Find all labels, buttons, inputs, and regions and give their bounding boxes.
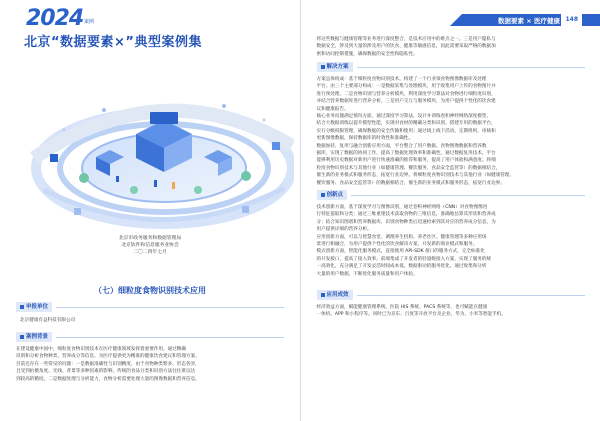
person-figure xyxy=(172,182,175,189)
book-title: 北京“数据要素×”典型案例集 xyxy=(24,35,202,50)
year-tag: 案例 xyxy=(84,19,95,25)
intro-paragraph: 将这些数据与健康管理等业务进行深度整合，是技术应用中的难点之一。三是用户隐私与 数据安全，涉及到大量的涉及用户的饮食、健康等敏感信息，因此需要采取严格的数据加 密和访问控制措施，确保数据的安全性和隐私性。 xyxy=(316,37,496,57)
person-figure xyxy=(116,176,119,182)
report-year: 2024 xyxy=(26,6,84,31)
data-cube xyxy=(272,142,280,150)
square-bullet-icon xyxy=(20,305,24,309)
page-number: 148 xyxy=(561,14,582,26)
square-bullet-icon xyxy=(321,293,325,297)
divider xyxy=(351,195,585,196)
right-page xyxy=(300,0,600,421)
innovation-label: 创新点 xyxy=(317,190,348,200)
central-screen xyxy=(150,112,178,124)
isometric-data-city-illustration xyxy=(14,50,294,240)
header-title: 数据要素 × 医疗健康 xyxy=(498,17,560,25)
unit-value: 北京健康有益科技有限公司 xyxy=(20,318,76,323)
square-bullet-icon xyxy=(321,65,325,69)
tree xyxy=(79,173,89,183)
effect-paragraph: 经济效益方面，赋能健康管理系统、医院 HIS 系统、PACS 系统等，也可赋能在健康 一体机、APP 和小程序等。同时已为京东、百度等开放平台及企业、华为、小米等智能手机。 xyxy=(316,305,506,318)
divider xyxy=(357,67,585,68)
divider xyxy=(56,307,284,308)
background-paragraph: 在建设健康中国中，细粒度食物识别技术在医疗健康领域发挥着重要作用，通过精确 识别和分析食物种类、营养成分等信息，为医疗提供更为精准的健康饮食建议和管理方案。 目前还存在一些常见的问题：一是数据准确性与识别精度，由于食物种类繁多、形态各异， 且受到拍摄角度、光线、背景等多种因素的影响，传统的食品分类和识别方法往往难以达 到较高的精度。二是数据处理与分析能力，食物分析需要处理大量的图像数据和营养信息。 xyxy=(16,347,200,382)
data-cube xyxy=(74,208,81,215)
solution-paragraph: 方案总体构成：基于细粒度食物识别技术，构建了一个行业领食物图像数据库及处理 平台。由三个主要部分构成：一是数据采集与处理模块，用于收集用户上传的食物图片并 进行预处理。二是食物识别与营养分析模块，利用深度学习算法对食物进行细粒度识别， 并结合营养数据库进行营养分析。三是用户交互与服务模块，为用户提供个性化的饮食建 议和健康报告。 核心业务问题满足情况方面，通过深度学习算法，设计并训练卷积神经网络深度模型， 结合大数据训练以提升模型性能，实现对食材的精确分类和识别。搭建专用的数据平台， 实行分级权限管理，确保数据的安全传输和使用；通过线上线下活动、定期组织，审核和 更新图像数据，保持数据库的时效性和准确性。 数据加持，复用与融合创新应用方面，平台整合了用户数据、食物图像数据和营养数 据库，实现了数据的协同工作，提高了数据处理效率和准确性，通过数据复用技术，平台 能够利用历史数据对新用户进行快速准确的推荐和服务，提高了用户体验和满意度。将细 粒度食物识别技术与其他行业（如健康管理、餐饮服务、食品安全监管等）的数据相结合， 催生新的业务模式和服务形态，拓宽行业边界。将细粒度食物识别技术与其他行业（如健康管理、 餐饮服务、食品安全监管等）的数据相结合，催生新的业务模式和服务形态，拓宽行业边界。 xyxy=(316,77,515,186)
divider xyxy=(357,295,585,296)
effect-label: 应用成效 xyxy=(317,290,353,300)
credit-line: 北京市政务服务和数据管理局 xyxy=(118,236,182,241)
square-bullet-icon xyxy=(20,335,24,339)
unit-label: 申报单位 xyxy=(16,302,52,312)
square-bullet-icon xyxy=(321,193,325,197)
tree xyxy=(130,186,138,194)
solution-label: 解决方案 xyxy=(317,62,353,72)
person-figure xyxy=(154,180,157,187)
tree xyxy=(241,171,251,181)
tree xyxy=(194,186,202,194)
data-cube xyxy=(242,206,249,213)
background-label: 案例背景 xyxy=(16,332,52,342)
data-cube xyxy=(50,154,58,162)
divider xyxy=(56,337,284,338)
credit-line: 北京软件和信息服务业协会 xyxy=(121,243,179,248)
credit-line: 二〇二四年七月 xyxy=(133,250,167,255)
section-title: （七）细粒度食物识别技术应用 xyxy=(94,286,206,295)
innovation-paragraph: 技术创新方面，基于深度学习与图像识别，通过卷积神经网络（CNN）对食物图像进 行特征提取和分类；通过三维重建技术获取食物的三维信息，准确地估算其形状和营养成 分；结合知识图谱和营养数据库，识别食物种类后迅速检索到其对应的营养成分信息，为 用户提供详细的营养分析。 应用创新方面，可以与智慧食堂、调理养生机构、养老社区、健康管理等多种应用场 景进行相融合，为用户提供个性化的饮食解决方案，开发新的商业模式和服务。 模式创新方面，智能化服务模式，直接使用 API-SDK 接口的服务方式，完全标准化 的开发接口，提高了接入效率。前端集成了开发者的轻量级接入方案，实现了服务的统 一高效化，充分满足了开发灵活时间成本低。数据驱动的服务优化，通过收集和分析 大量的用户数据，不断优化服务质量和用户体验。 xyxy=(316,205,496,277)
